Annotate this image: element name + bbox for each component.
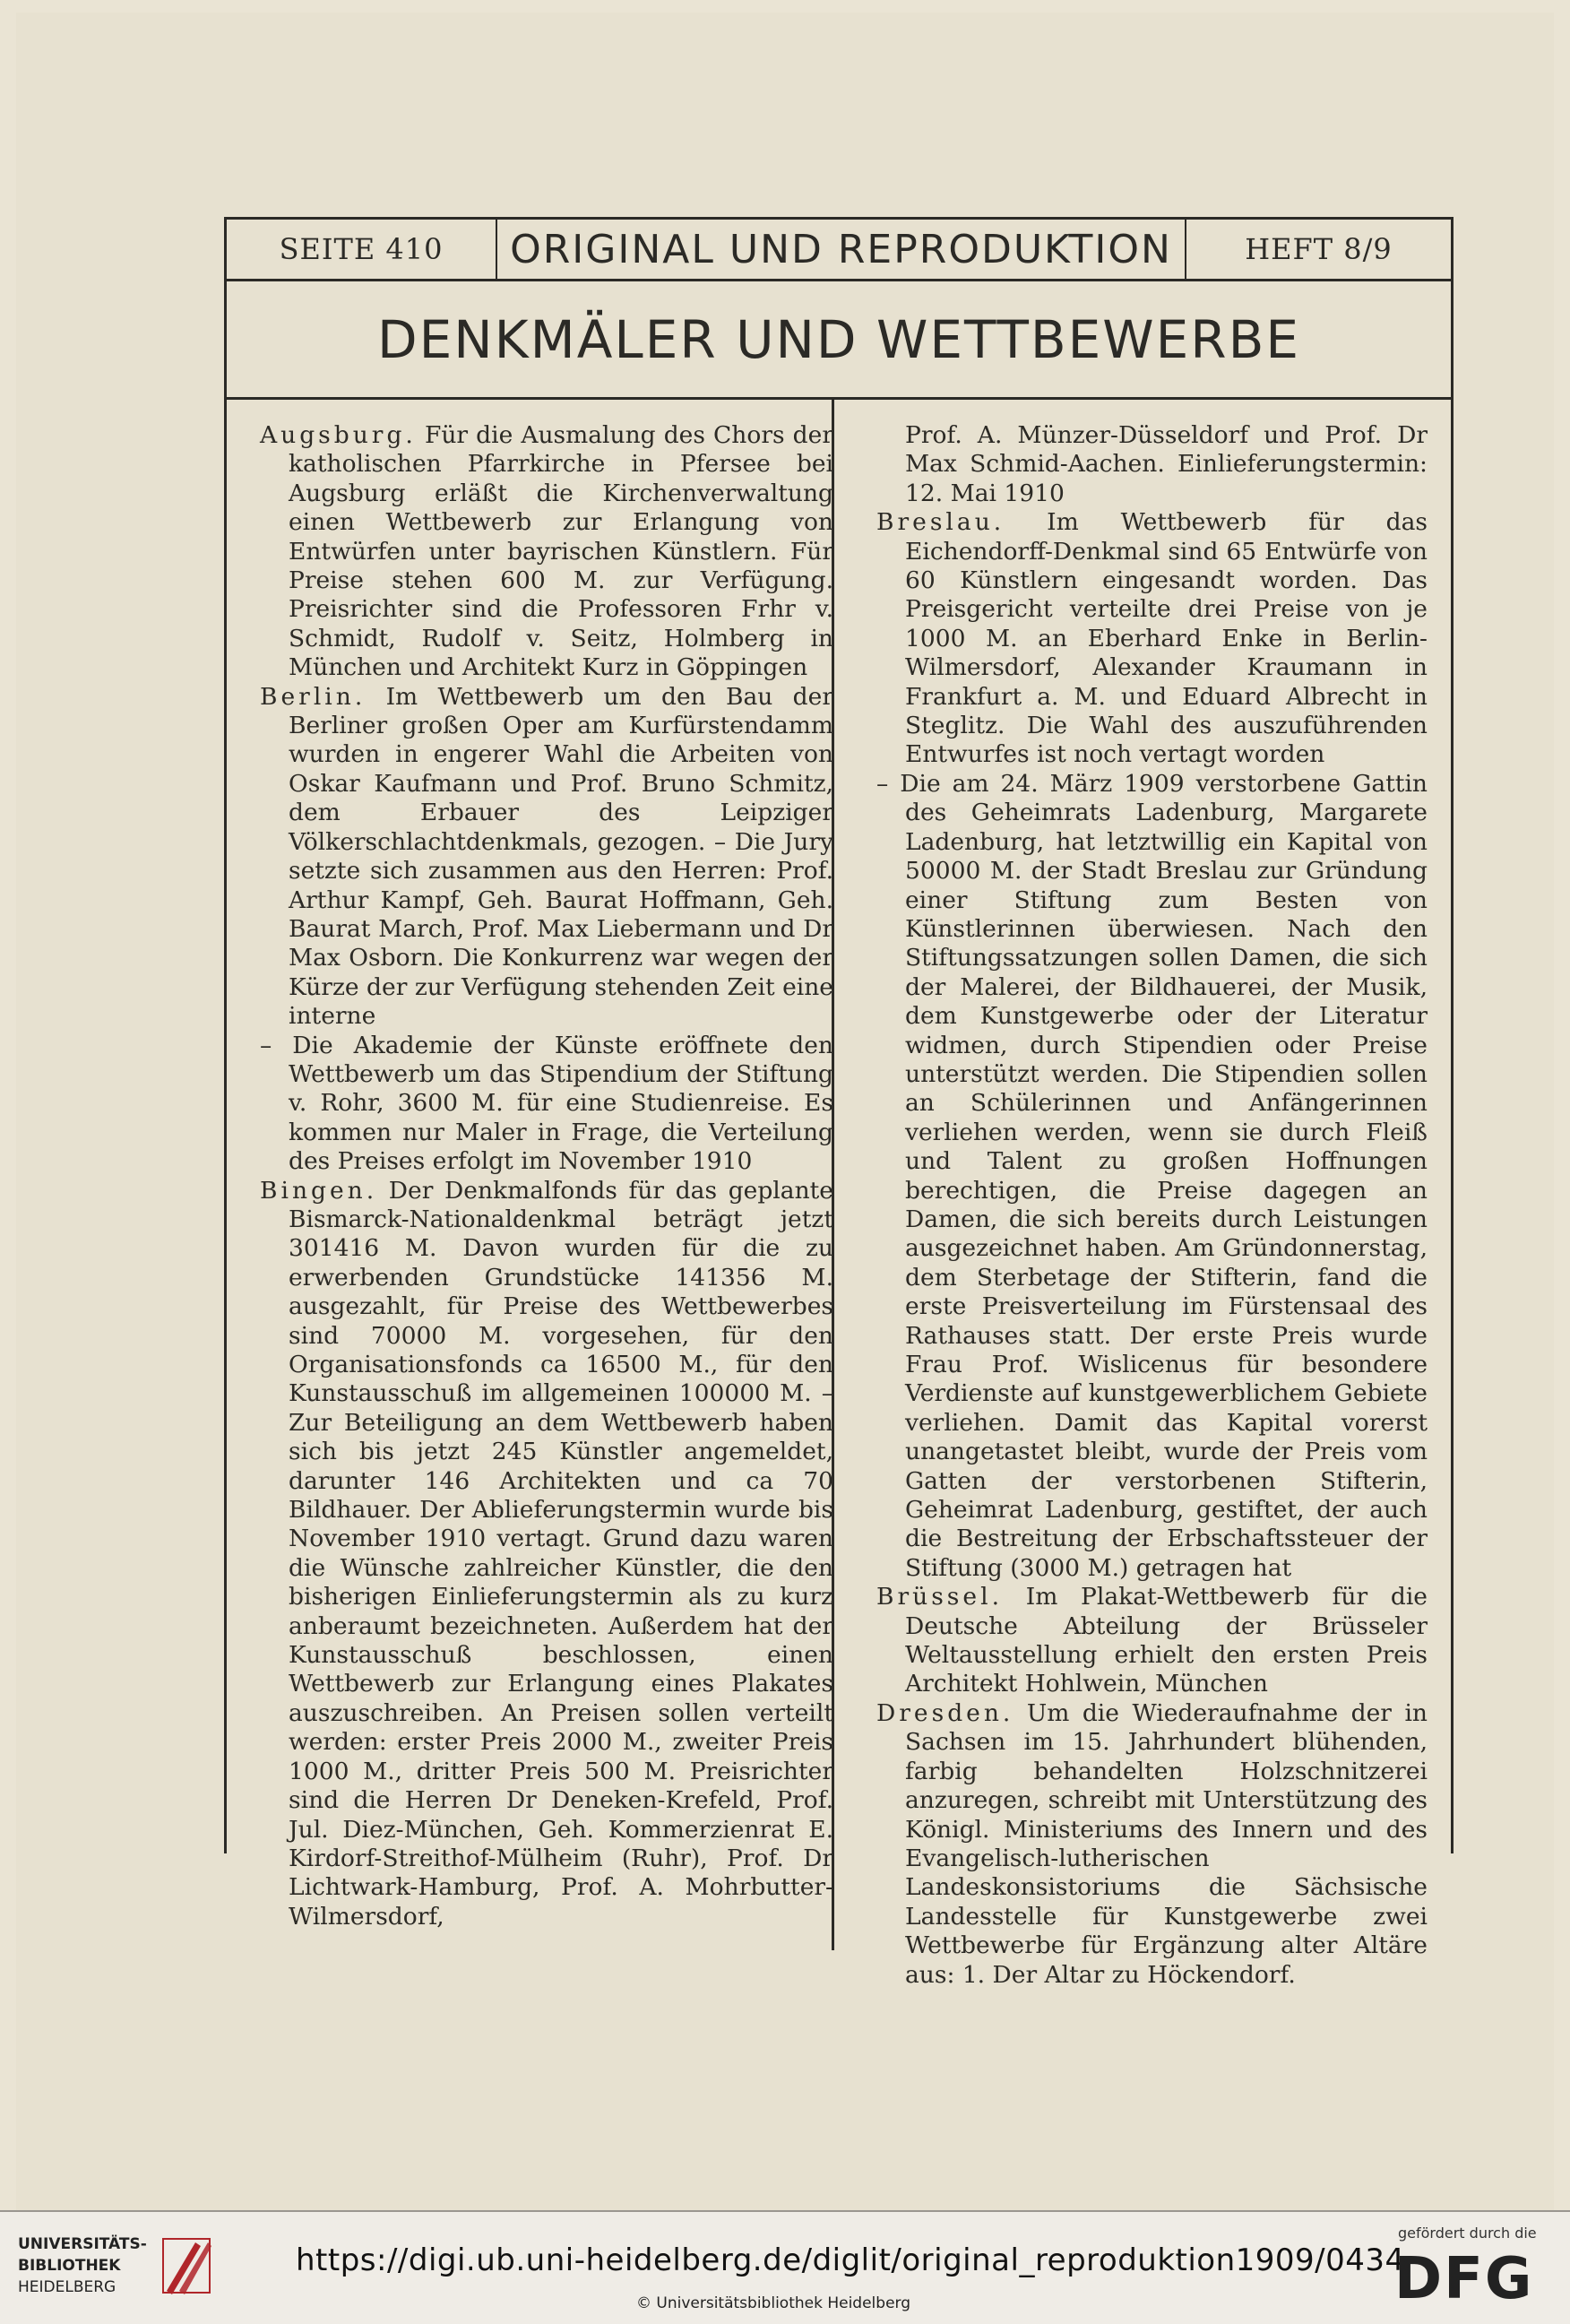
funding-note: gefördert durch die	[1398, 2225, 1537, 2242]
left-column	[260, 421, 833, 1931]
article-entry	[260, 1177, 833, 1932]
entry-text: – Die am 24. März 1909 verstorbene Gattin des Geheimrats Ladenburg, Margarete Ladenburg, hat letztwillig ein Kapital von 50000 M. der Stadt Breslau zur Gründung einer Stiftung zum Besten von Künstlerinnen überwiesen. Nach den Stiftungssatzungen sollen Damen, die sich der Malerei, der Bildhauerei, der Musik, dem Kunstgewerbe oder der Literatur widmen, durch Stipendien oder Preise unterstützt werden. Die Stipendien sollen an Schülerinnen und Anfängerinnen verliehen werden, wenn sie durch Fleiß und Talent zu großen Hoffnungen berechtigen, die Preise dagegen an Damen, die sich bereits durch Leistungen ausgezeichnet haben. Am Gründonnerstag, dem Sterbetage der Stifterin, fand die erste Preisverteilung im Fürstensaal des Rathauses statt. Der erste Preis wurde Frau Prof. Wislicenus für besondere Verdienste auf kunstgewerblichem Gebiete verliehen. Damit das Kapital vorerst unangetastet bleibt, wurde der Preis vom Gatten der verstorbenen Stifterin, Geheimrat Ladenburg, gestiftet, der auch die Bestreitung der Erbschaftssteuer der Stiftung (3000 M.) getragen hat	[876, 769, 1428, 1582]
entry-text: Im Plakat-Wettbewerb für die Deutsche Abteilung der Brüsseler Weltausstellung erhielt den ersten Preis Architekt Hohlwein, München	[905, 1583, 1428, 1698]
article-entry	[876, 421, 1428, 508]
right-column	[876, 421, 1428, 1990]
article-entry	[876, 1699, 1428, 1990]
article-entry	[260, 421, 833, 683]
entry-text: Für die Ausmalung des Chors der katholischen Pfarrkirche in Pfersee bei Augsburg erläßt die Kirchenverwaltung einen Wettbewerb zur Erlangung von Entwürfen unter bayrischen Künstlern. Für Preise stehen 600 M. zur Verfügung. Preisrichter sind die Professoren Frhr v. Schmidt, Rudolf v. Seitz, Holmberg in München und Architekt Kurz in Göppingen	[289, 421, 833, 682]
copyright-notice: © Universitätsbibliothek Heidelberg	[636, 2294, 911, 2312]
place-name: Bingen.	[260, 1176, 378, 1205]
place-name: Augsburg.	[260, 421, 417, 449]
library-emblem-icon	[160, 2235, 213, 2296]
running-header	[224, 217, 1454, 281]
place-name: Breslau.	[876, 508, 1005, 537]
article-entry	[260, 1032, 833, 1177]
library-name-line3: HEIDELBERG	[18, 2278, 116, 2296]
entry-text: Im Wettbewerb um den Bau der Berliner großen Oper am Kurfürstendamm wurden in engerer Wahl die Arbeiten von Oskar Kaufmann und Prof. Bruno Schmitz, dem Erbauer des Leipziger Völkerschlachtdenkmals, gezogen. – Die Jury setzte sich zusammen aus den Herren: Prof. Arthur Kampf, Geh. Baurat Hoffmann, Geh. Baurat March, Prof. Max Liebermann und Dr Max Osborn. Die Konkurrenz war wegen der Kürze der zur Verfügung stehenden Zeit eine interne	[289, 682, 833, 1031]
entry-text: Um die Wiederaufnahme der in Sachsen im 15. Jahrhundert blühenden, farbig behandelten Holzschnitzerei anzuregen, schreibt mit Unterstützung des Königl. Ministeriums des Innern und des Evangelisch-lutherischen Landeskonsistoriums die Sächsische Landesstelle für Kunstgewerbe zwei Wettbewerbe für Ergänzung alter Altäre aus: 1. Der Altar zu Höckendorf.	[905, 1698, 1428, 1989]
article-entry	[876, 508, 1428, 770]
place-name: Dresden.	[876, 1698, 1014, 1727]
right-frame-rule	[1451, 400, 1454, 1853]
dfg-logo[interactable]: DFG	[1394, 2246, 1534, 2312]
issue-number: HEFT 8/9	[1185, 220, 1451, 279]
page-title: DENKMÄLER UND WETTBEWERBE	[376, 308, 1301, 370]
place-name: Brüssel.	[876, 1583, 1003, 1611]
place-name: Berlin.	[260, 682, 367, 711]
article-entry	[876, 1583, 1428, 1699]
library-name	[18, 2233, 147, 2298]
article-entry	[876, 770, 1428, 1583]
journal-title: ORIGINAL UND REPRODUKTION	[510, 226, 1172, 272]
entry-text: – Die Akademie der Künste eröffnete den Wettbewerb um das Stipendium der Stiftung v. Rohr, 3600 M. für eine Studienreise. Es kommen nur Maler in Frage, die Verteilung des Preises erfolgt im November 1910	[260, 1031, 833, 1176]
library-name-line2: BIBLIOTHEK	[18, 2257, 121, 2275]
permalink-url[interactable]: https://digi.ub.uni-heidelberg.de/diglit/original_reproduktion1909/0434	[296, 2242, 1405, 2278]
viewer-footer	[0, 2210, 1570, 2324]
library-logo[interactable]	[18, 2233, 213, 2298]
article-entry	[260, 683, 833, 1032]
page-number: SEITE 410	[227, 220, 497, 279]
left-frame-rule	[224, 400, 227, 1853]
library-name-line1: UNIVERSITÄTS-	[18, 2235, 147, 2253]
title-frame	[224, 281, 1454, 400]
entry-text: Prof. A. Münzer-Düsseldorf und Prof. Dr Max Schmid-Aachen. Einlieferungstermin: 12. Mai 1910	[905, 421, 1428, 507]
entry-text: Der Denkmalfonds für das geplante Bismarck-Nationaldenkmal beträgt jetzt 301416 M. Davon wurden für die zu erwerbenden Grundstücke 141356 M. ausgezahlt, für Preise des Wettbewerbes sind 70000 M. vorgesehen, für den Organisationsfonds ca 16500 M., für den Kunstausschuß im allgemeinen 100000 M. – Zur Beteiligung an dem Wettbewerb haben sich bis jetzt 245 Künstler angemeldet, darunter 146 Architekten und ca 70 Bildhauer. Der Ablieferungstermin wurde bis November 1910 vertagt. Grund dazu waren die Wünsche zahlreicher Künstler, die den bisherigen Einlieferungstermin als zu kurz anberaumt bezeichneten. Außerdem hat der Kunstausschuß beschlossen, einen Wettbewerb zur Erlangung eines Plakates auszuschreiben. An Preisen sollen verteilt werden: erster Preis 2000 M., zweiter Preis 1000 M., dritter Preis 500 M. Preisrichter sind die Herren Dr Deneken-Krefeld, Prof. Jul. Diez-München, Geh. Kommerzienrat E. Kirdorf-Streithof-Mülheim (Ruhr), Prof. Dr Lichtwark-Hamburg, Prof. A. Mohrbutter-Wilmersdorf,	[289, 1176, 833, 1931]
entry-text: Im Wettbewerb für das Eichendorff-Denkmal sind 65 Entwürfe von 60 Künstlern eingesandt worden. Das Preisgericht verteilte drei Preise von je 1000 M. an Eberhard Enke in Berlin-Wilmersdorf, Alexander Kraumann in Frankfurt a. M. und Eduard Albrecht in Steglitz. Die Wahl des auszuführenden Entwurfes ist noch vertagt worden	[905, 508, 1428, 769]
